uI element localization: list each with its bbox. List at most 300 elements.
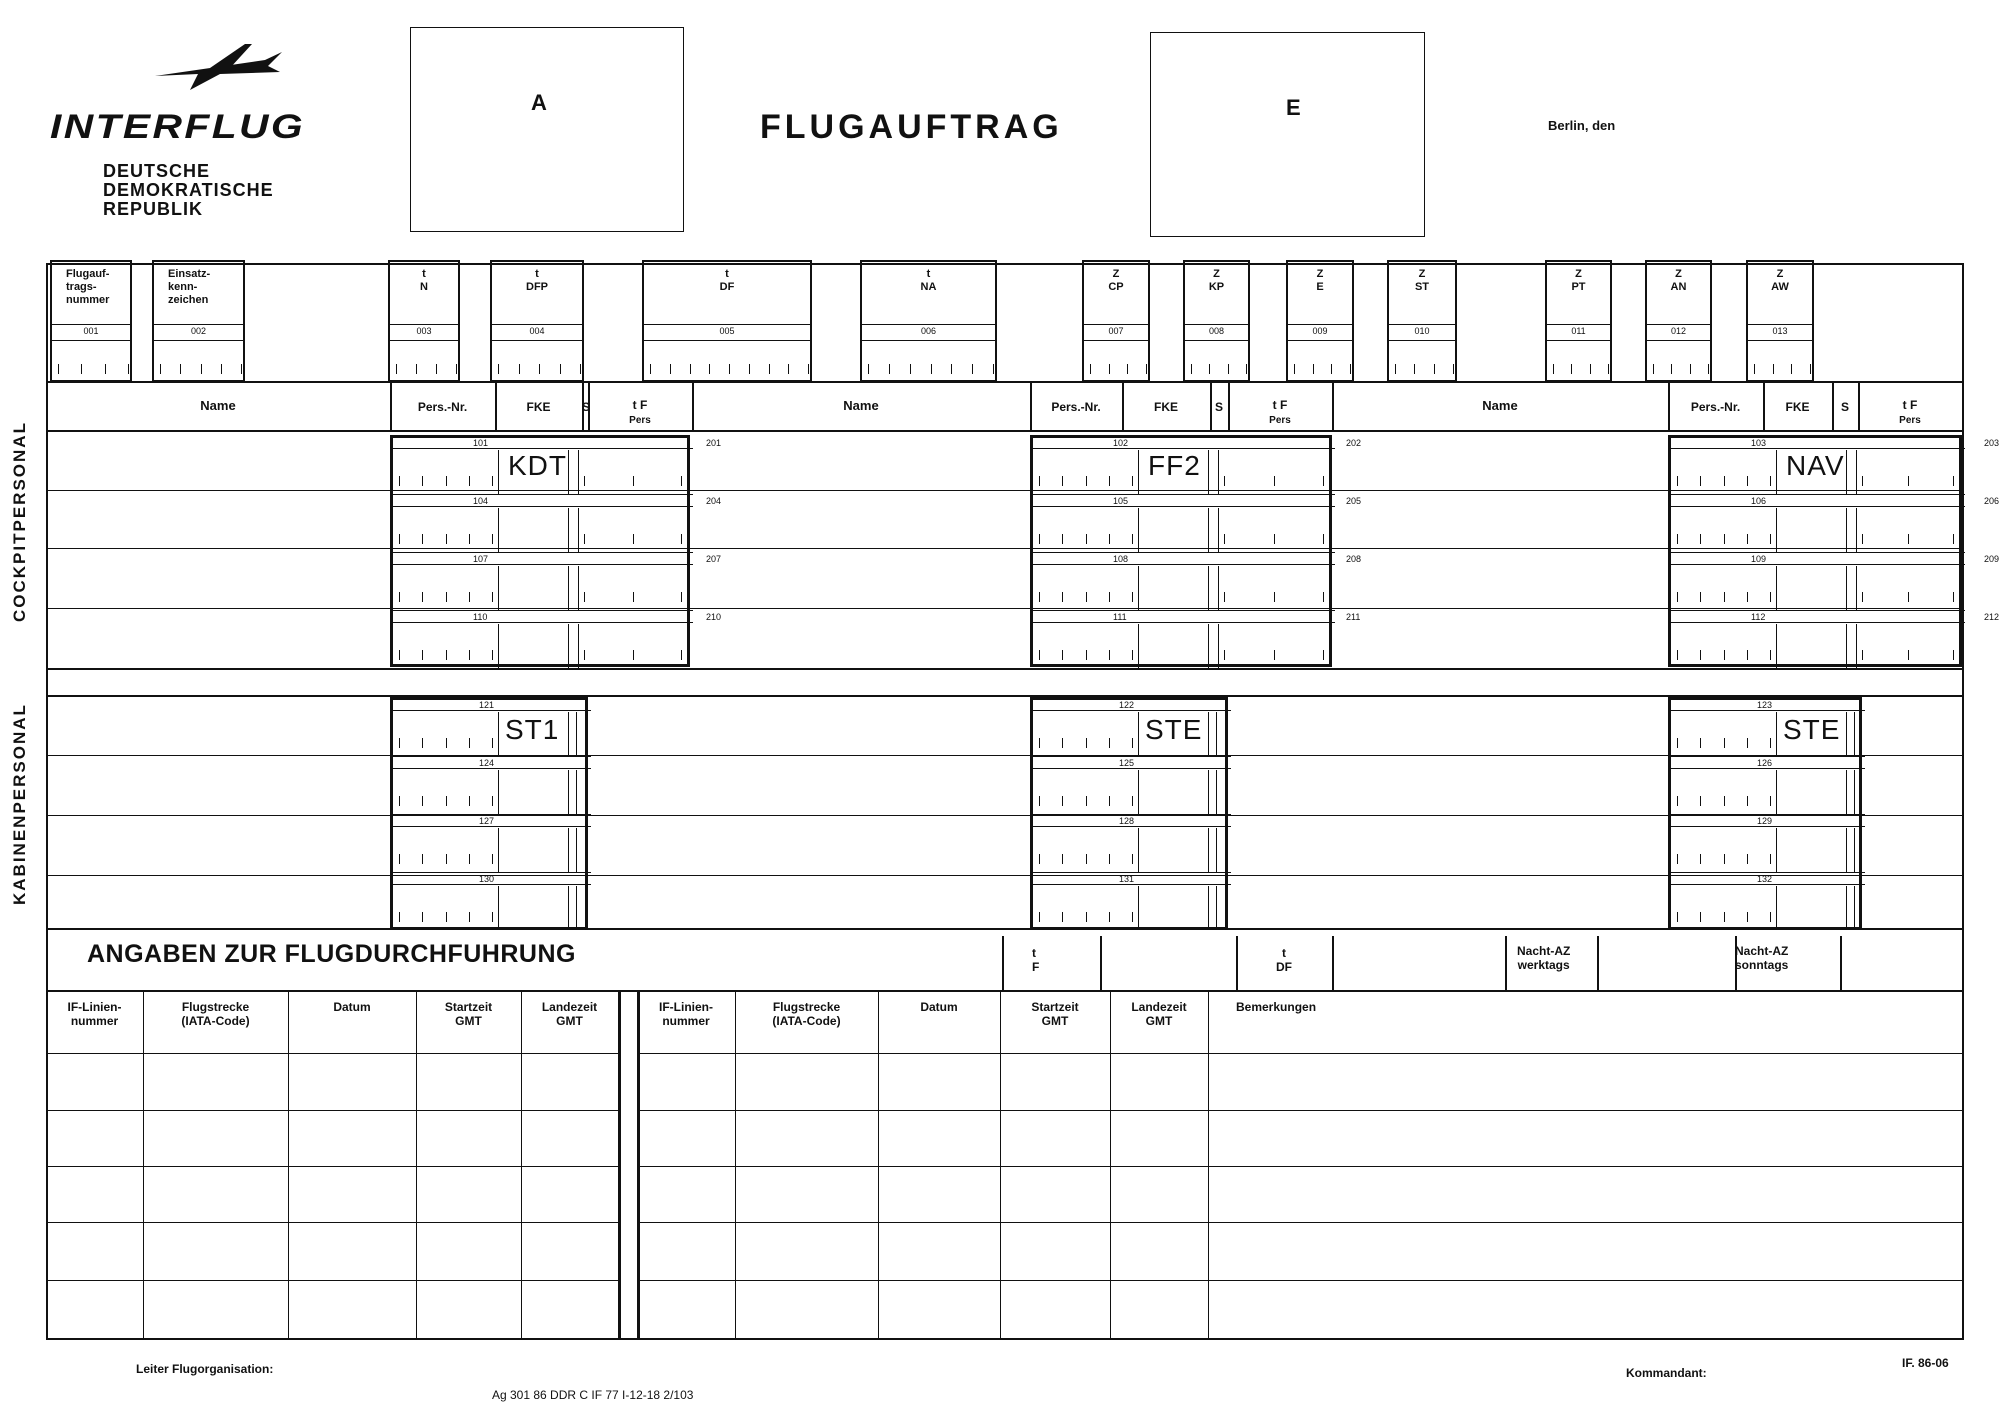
flight-row-left[interactable] — [46, 1167, 618, 1223]
tick-mark — [1677, 854, 1678, 864]
time-ticks — [578, 534, 687, 546]
tick-mark — [1434, 364, 1435, 374]
tick-mark — [1246, 364, 1247, 374]
tick-mark — [729, 364, 730, 374]
tick-mark — [1191, 364, 1192, 374]
pers-code: 102 — [1113, 438, 1129, 448]
role-code: ST1 — [505, 714, 560, 745]
box-a[interactable] — [410, 27, 684, 232]
tick-mark — [972, 364, 973, 374]
top-field-ticks — [1288, 364, 1356, 376]
tick-mark — [1062, 534, 1063, 544]
country-name — [103, 162, 274, 219]
top-field-ticks — [1185, 364, 1252, 376]
tick-mark — [446, 912, 447, 922]
tick-mark — [1062, 738, 1063, 748]
tick-mark — [1724, 476, 1725, 486]
persnr-ticks — [1033, 534, 1138, 546]
country-line-3: REPUBLIK — [103, 199, 204, 219]
top-field-009[interactable] — [1286, 260, 1354, 382]
top-field-code: 010 — [1414, 326, 1430, 336]
cabin-entry-1[interactable] — [390, 697, 588, 930]
tick-mark — [1908, 476, 1909, 486]
top-field-ticks — [1647, 364, 1714, 376]
tick-mark — [399, 592, 400, 602]
tick-mark — [399, 650, 400, 660]
flight-col-header: Landezeit GMT — [541, 1000, 598, 1028]
tick-mark — [492, 534, 493, 544]
tick-mark — [1747, 912, 1748, 922]
tick-mark — [910, 364, 911, 374]
time-ticks — [578, 476, 687, 488]
col-name-header: Name — [1482, 398, 1518, 413]
tick-mark — [1086, 534, 1087, 544]
time-code: 210 — [706, 612, 722, 622]
cockpit-entry-KDT[interactable] — [390, 435, 722, 667]
top-field-ticks — [1389, 364, 1459, 376]
tick-mark — [1090, 364, 1091, 374]
flight-col-header: Flugstrecke (IATA-Code) — [181, 1000, 250, 1028]
tick-mark — [951, 364, 952, 374]
tick-mark — [670, 364, 671, 374]
tick-mark — [709, 364, 710, 374]
tick-mark — [399, 912, 400, 922]
tick-mark — [1677, 738, 1678, 748]
flight-row-left[interactable] — [46, 1053, 618, 1109]
tick-mark — [492, 738, 493, 748]
top-field-001[interactable] — [50, 260, 132, 382]
tick-mark — [446, 650, 447, 660]
tick-mark — [492, 650, 493, 660]
pers-code: 106 — [1751, 496, 1767, 506]
col-fke-header: FKE — [1785, 400, 1810, 414]
time-code: 207 — [706, 554, 722, 564]
pers-code: 121 — [479, 700, 495, 710]
box-a-label: A — [531, 90, 547, 115]
persnr-ticks — [393, 534, 498, 546]
time-code: 201 — [706, 438, 722, 448]
top-field-label: t NA — [920, 268, 937, 293]
flight-row-left[interactable] — [46, 1281, 618, 1337]
tick-mark — [1086, 854, 1087, 864]
tick-mark — [560, 364, 561, 374]
tick-mark — [492, 796, 493, 806]
tick-mark — [633, 476, 634, 486]
time-ticks — [1218, 592, 1329, 604]
tick-mark — [1132, 476, 1133, 486]
tick-mark — [1590, 364, 1591, 374]
tick-mark — [1086, 796, 1087, 806]
tick-mark — [1700, 476, 1701, 486]
tick-mark — [1908, 592, 1909, 602]
tick-mark — [469, 912, 470, 922]
tick-mark — [498, 364, 499, 374]
time-ticks — [1218, 534, 1329, 546]
tick-mark — [1414, 364, 1415, 374]
tick-mark — [1062, 592, 1063, 602]
top-field-011[interactable] — [1545, 260, 1612, 382]
persnr-ticks — [1671, 912, 1776, 924]
tick-mark — [1724, 534, 1725, 544]
persnr-ticks — [1033, 854, 1138, 866]
col-tf-header: t F — [1902, 398, 1918, 412]
tick-mark — [1132, 912, 1133, 922]
box-e-label: E — [1286, 95, 1301, 120]
country-line-2: DEMOKRATISCHE — [103, 180, 274, 200]
cockpit-entry-NAV[interactable] — [1668, 435, 2000, 667]
time-ticks — [1856, 476, 1959, 488]
tick-mark — [993, 364, 994, 374]
tick-mark — [1700, 534, 1701, 544]
tick-mark — [221, 364, 222, 374]
tick-mark — [889, 364, 890, 374]
tick-mark — [1062, 476, 1063, 486]
top-field-label: Z PT — [1571, 268, 1586, 293]
tick-mark — [1862, 476, 1863, 486]
role-code: KDT — [508, 450, 567, 481]
role-code: STE — [1145, 714, 1203, 745]
tick-mark — [1770, 650, 1771, 660]
tick-mark — [1700, 854, 1701, 864]
tick-mark — [492, 476, 493, 486]
tick-mark — [422, 476, 423, 486]
pers-code: 123 — [1757, 700, 1773, 710]
persnr-ticks — [1671, 738, 1776, 750]
tick-mark — [681, 592, 682, 602]
col-persnr-header: Pers.-Nr. — [417, 400, 468, 414]
tick-mark — [1754, 364, 1755, 374]
role-code: STE — [1783, 714, 1841, 745]
tick-mark — [399, 476, 400, 486]
top-field-010[interactable] — [1387, 260, 1457, 382]
tick-mark — [1770, 796, 1771, 806]
tick-mark — [1086, 476, 1087, 486]
tick-mark — [681, 534, 682, 544]
role-code: FF2 — [1148, 450, 1201, 481]
tick-mark — [690, 364, 691, 374]
flight-row-right[interactable] — [637, 1224, 1964, 1280]
time-ticks — [1856, 534, 1959, 546]
tick-mark — [446, 854, 447, 864]
cabin-entry-3[interactable] — [1668, 697, 1862, 930]
tick-mark — [1708, 364, 1709, 374]
tick-mark — [446, 534, 447, 544]
tick-mark — [1724, 650, 1725, 660]
tick-mark — [1747, 534, 1748, 544]
top-field-label: t DFP — [526, 268, 548, 293]
top-field-ticks — [862, 364, 999, 376]
print-code: Ag 301 86 DDR C IF 77 I-12-18 2/103 — [492, 1388, 694, 1402]
tick-mark — [469, 650, 470, 660]
country-line-1: DEUTSCHE — [103, 161, 211, 181]
tick-mark — [1109, 476, 1110, 486]
tick-mark — [446, 738, 447, 748]
tick-mark — [1724, 854, 1725, 864]
tick-mark — [1747, 476, 1748, 486]
tick-mark — [1323, 534, 1324, 544]
col-tf-header: t F — [632, 398, 648, 412]
tick-mark — [1313, 364, 1314, 374]
col-s-header: S — [1840, 400, 1849, 414]
pers-code: 125 — [1119, 758, 1135, 768]
top-field-code: 012 — [1670, 326, 1687, 336]
tick-mark — [469, 738, 470, 748]
pers-code: 130 — [479, 874, 495, 884]
tick-mark — [1700, 592, 1701, 602]
flight-row-right[interactable] — [637, 1167, 1964, 1223]
pers-code: 132 — [1757, 874, 1773, 884]
tick-mark — [1770, 854, 1771, 864]
tick-mark — [1747, 650, 1748, 660]
tick-mark — [1908, 650, 1909, 660]
flight-row-right[interactable] — [637, 1110, 1964, 1166]
tick-mark — [519, 364, 520, 374]
time-code: 205 — [1346, 496, 1362, 506]
tick-mark — [1571, 364, 1572, 374]
time-code: 208 — [1346, 554, 1362, 564]
cockpit-entry-FF2[interactable] — [1030, 435, 1362, 667]
tick-mark — [492, 912, 493, 922]
top-field-label: Einsatz- kenn- zeichen — [168, 268, 211, 306]
tick-mark — [492, 854, 493, 864]
tick-mark — [1453, 364, 1454, 374]
tick-mark — [1770, 592, 1771, 602]
tick-mark — [1224, 534, 1225, 544]
box-e[interactable] — [1150, 32, 1425, 237]
top-field-label: Z E — [1316, 268, 1324, 293]
top-field-ticks — [390, 364, 462, 376]
top-field-008[interactable] — [1183, 260, 1250, 382]
tick-mark — [1132, 854, 1133, 864]
tick-mark — [1109, 364, 1110, 374]
tick-mark — [1132, 796, 1133, 806]
persnr-ticks — [393, 476, 498, 488]
pers-code: 122 — [1119, 700, 1135, 710]
time-code: 204 — [706, 496, 722, 506]
tick-mark — [1109, 592, 1110, 602]
tick-mark — [584, 534, 585, 544]
tick-mark — [1323, 592, 1324, 602]
persnr-ticks — [393, 650, 498, 662]
col-persnr-header: Pers.-Nr. — [1690, 400, 1741, 414]
flight-row-right[interactable] — [637, 1281, 1964, 1337]
tick-mark — [1086, 592, 1087, 602]
flight-col-header: IF-Linien- nummer — [67, 1000, 122, 1028]
tick-mark — [1953, 534, 1954, 544]
tick-mark — [1109, 912, 1110, 922]
top-field-ticks — [1547, 364, 1614, 376]
tick-mark — [1553, 364, 1554, 374]
tick-mark — [241, 364, 242, 374]
col-name-header: Name — [200, 398, 236, 413]
tick-mark — [1323, 476, 1324, 486]
persnr-ticks — [1671, 534, 1776, 546]
pers-code: 124 — [479, 758, 495, 768]
tick-mark — [1109, 650, 1110, 660]
pers-code: 103 — [1751, 438, 1767, 448]
tick-mark — [633, 534, 634, 544]
tick-mark — [1677, 650, 1678, 660]
top-field-ticks — [644, 364, 814, 376]
tick-mark — [788, 364, 789, 374]
tick-mark — [469, 592, 470, 602]
tick-mark — [422, 738, 423, 748]
tick-mark — [1274, 476, 1275, 486]
top-field-label: Z KP — [1208, 268, 1225, 293]
top-field-ticks — [1084, 364, 1152, 376]
top-field-006[interactable] — [860, 260, 997, 382]
flight-row-left[interactable] — [46, 1224, 618, 1280]
tick-mark — [1062, 796, 1063, 806]
tick-mark — [1274, 534, 1275, 544]
tick-mark — [808, 364, 809, 374]
nacht-werktags-field[interactable] — [1505, 936, 1735, 990]
tick-mark — [1294, 364, 1295, 374]
col-tf-header: t F — [1272, 398, 1288, 412]
tick-mark — [469, 476, 470, 486]
tick-mark — [1062, 854, 1063, 864]
tick-mark — [1395, 364, 1396, 374]
tick-mark — [1953, 592, 1954, 602]
tick-mark — [422, 650, 423, 660]
time-code: 206 — [1984, 496, 2000, 506]
persnr-ticks — [1671, 796, 1776, 808]
top-field-label: Z CP — [1108, 268, 1124, 293]
persnr-ticks — [1033, 738, 1138, 750]
kommandant-label: Kommandant: — [1626, 1366, 1707, 1380]
flight-row-left[interactable] — [46, 1110, 618, 1166]
tick-mark — [1039, 592, 1040, 602]
flight-col-header: IF-Linien- nummer — [659, 1000, 713, 1028]
persnr-ticks — [1671, 650, 1776, 662]
tick-mark — [1039, 476, 1040, 486]
top-field-label: t DF — [719, 268, 735, 293]
tick-mark — [1132, 738, 1133, 748]
tick-mark — [1224, 476, 1225, 486]
tick-mark — [1323, 650, 1324, 660]
time-code: 211 — [1346, 612, 1361, 622]
top-field-003[interactable] — [388, 260, 460, 382]
persnr-ticks — [1671, 592, 1776, 604]
top-field-ticks — [1748, 364, 1816, 376]
flight-row-right[interactable] — [637, 1053, 1964, 1109]
tf-field[interactable] — [1002, 936, 1236, 990]
flight-col-header: Startzeit GMT — [1031, 1000, 1079, 1028]
time-ticks — [578, 592, 687, 604]
cabin-entry-2[interactable] — [1030, 697, 1228, 930]
tick-mark — [1773, 364, 1774, 374]
tick-mark — [1690, 364, 1691, 374]
tick-mark — [1747, 796, 1748, 806]
top-field-007[interactable] — [1082, 260, 1150, 382]
tick-mark — [1700, 650, 1701, 660]
top-field-code: 002 — [190, 326, 207, 336]
top-field-004[interactable] — [490, 260, 584, 382]
tick-mark — [1039, 534, 1040, 544]
top-field-code: 001 — [83, 326, 99, 336]
tick-mark — [584, 592, 585, 602]
place-date-label: Berlin, den — [1548, 118, 1616, 133]
top-field-005[interactable] — [642, 260, 812, 382]
tick-mark — [416, 364, 417, 374]
form-title: FLUGAUFTRAG — [760, 108, 1063, 146]
persnr-ticks — [1033, 476, 1138, 488]
tick-mark — [1350, 364, 1351, 374]
top-field-code: 003 — [416, 326, 432, 336]
tick-mark — [1109, 796, 1110, 806]
top-field-012[interactable] — [1645, 260, 1712, 382]
tf-label: t F — [1032, 946, 1040, 974]
time-ticks — [1218, 650, 1329, 662]
tick-mark — [1791, 364, 1792, 374]
col-fke-header: FKE — [1154, 400, 1178, 414]
tick-mark — [81, 364, 82, 374]
brand-name: INTERFLUG — [50, 108, 306, 146]
tick-mark — [1062, 650, 1063, 660]
tick-mark — [1331, 364, 1332, 374]
top-field-013[interactable] — [1746, 260, 1814, 382]
tick-mark — [1039, 912, 1040, 922]
pers-code: 107 — [473, 554, 489, 564]
tick-mark — [1724, 738, 1725, 748]
tick-mark — [681, 476, 682, 486]
top-field-label: t N — [420, 268, 428, 293]
tick-mark — [1700, 912, 1701, 922]
tick-mark — [1062, 912, 1063, 922]
top-field-label: Z AW — [1771, 268, 1789, 293]
tick-mark — [1039, 796, 1040, 806]
top-field-code: 007 — [1108, 326, 1124, 336]
col-pers-header: Pers — [1269, 415, 1291, 426]
tick-mark — [1677, 534, 1678, 544]
top-field-002[interactable] — [152, 260, 245, 382]
col-name-header: Name — [843, 398, 879, 413]
tdf-field[interactable] — [1236, 936, 1506, 990]
tick-mark — [399, 534, 400, 544]
tick-mark — [1653, 364, 1654, 374]
tick-mark — [201, 364, 202, 374]
pers-code: 110 — [473, 612, 488, 622]
tick-mark — [1224, 650, 1225, 660]
top-field-ticks — [492, 364, 586, 376]
tick-mark — [1086, 738, 1087, 748]
tick-mark — [1086, 912, 1087, 922]
nacht-sonntags-field[interactable] — [1735, 936, 1964, 990]
nacht-werktags-label: Nacht-AZ werktags — [1517, 944, 1571, 972]
tick-mark — [1132, 534, 1133, 544]
tick-mark — [1862, 534, 1863, 544]
time-code: 209 — [1984, 554, 2000, 564]
time-code: 202 — [1346, 438, 1362, 448]
time-ticks — [1218, 476, 1329, 488]
col-persnr-header: Pers.-Nr. — [1051, 400, 1101, 414]
tick-mark — [1671, 364, 1672, 374]
tick-mark — [633, 650, 634, 660]
pers-code: 108 — [1113, 554, 1129, 564]
tick-mark — [1862, 650, 1863, 660]
time-ticks — [578, 650, 687, 662]
persnr-ticks — [1033, 796, 1138, 808]
tick-mark — [492, 592, 493, 602]
top-field-label: Z AN — [1670, 268, 1687, 293]
tick-mark — [1132, 592, 1133, 602]
tick-mark — [1127, 364, 1128, 374]
tick-mark — [1228, 364, 1229, 374]
time-ticks — [1856, 650, 1959, 662]
tick-mark — [180, 364, 181, 374]
tick-mark — [1677, 476, 1678, 486]
persnr-ticks — [393, 854, 498, 866]
